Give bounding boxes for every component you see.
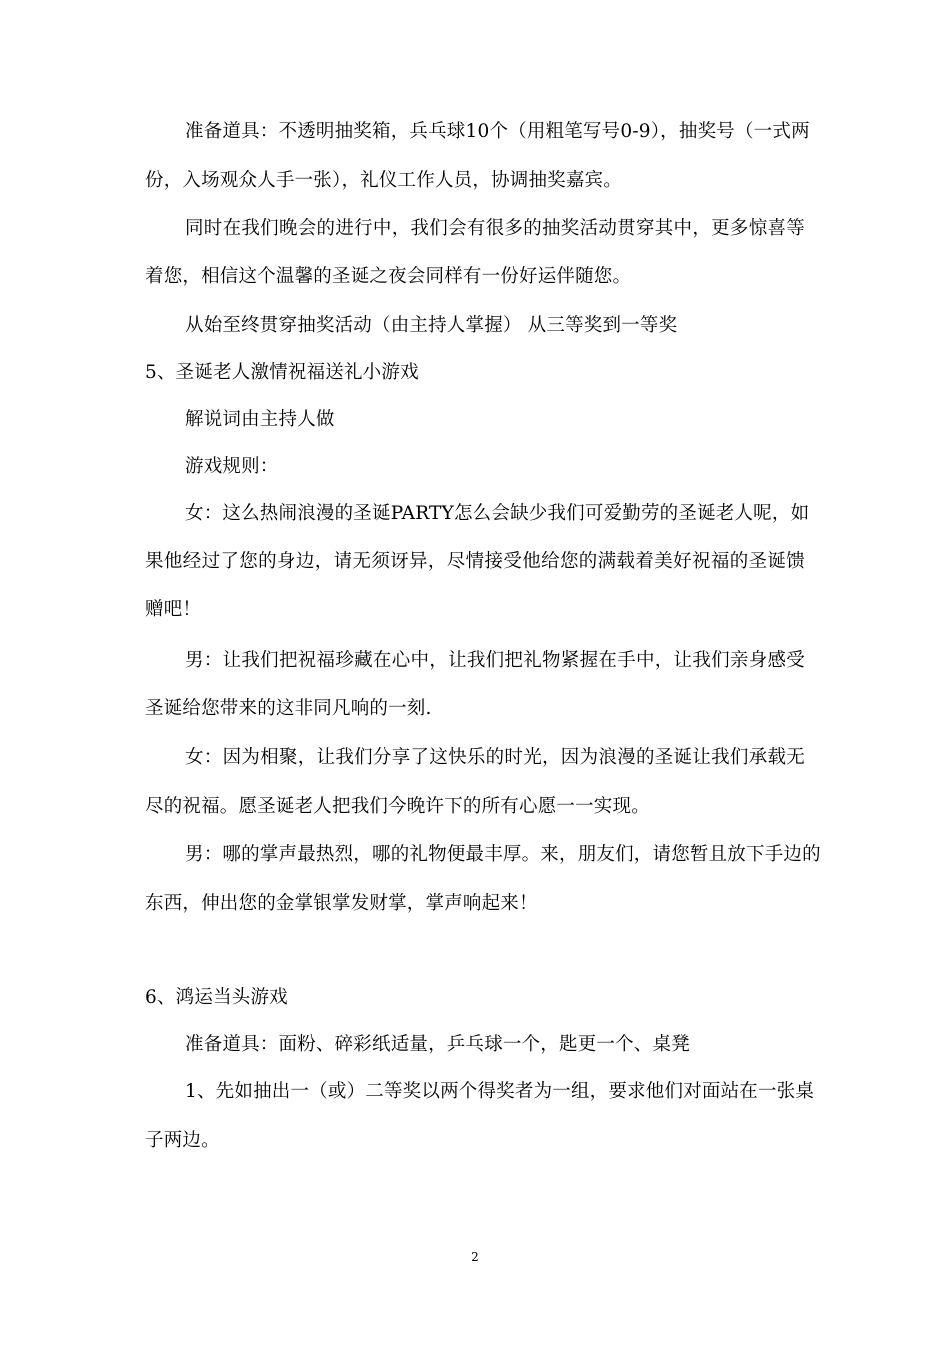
section-6-step-1-line-2: 子两边。: [145, 1130, 220, 1151]
female-host-second-line-1: 女：因为相聚，让我们分享了这快乐的时光，因为浪漫的圣诞让我们承载无: [185, 747, 805, 768]
lottery-paragraph-line-1: 同时在我们晚会的进行中，我们会有很多的抽奖活动贯穿其中，更多惊喜等: [185, 218, 805, 239]
game-rules-label: 游戏规则：: [185, 456, 279, 477]
lottery-paragraph-line-2: 着您，相信这个温馨的圣诞之夜会同样有一份好运伴随您。: [145, 266, 632, 287]
props-line-1: 准备道具：不透明抽奖箱，兵乓球10个（用粗笔写号0-9），抽奖号（一式两: [185, 121, 810, 142]
host-commentary-note: 解说词由主持人做: [185, 409, 335, 430]
page-number: 2: [471, 1250, 479, 1264]
male-host-second-line-1: 男：哪的掌声最热烈，哪的礼物便最丰厚。来，朋友们，请您暂且放下手边的: [185, 844, 821, 865]
female-host-line-1: 女：这么热闹浪漫的圣诞PARTY怎么会缺少我们可爱勤劳的圣诞老人呢，如: [185, 503, 810, 524]
male-host-line-2: 圣诞给您带来的这非同凡响的一刻.: [145, 698, 432, 719]
male-host-line-1: 男：让我们把祝福珍藏在心中，让我们把礼物紧握在手中，让我们亲身感受: [185, 650, 805, 671]
props-line-2: 份，入场观众人手一张），礼仪工作人员，协调抽奖嘉宾。: [145, 170, 622, 191]
section-6-step-1-line-1: 1、先如抽出一（或）二等奖以两个得奖者为一组，要求他们对面站在一张桌: [185, 1081, 815, 1102]
female-host-line-3: 赠吧！: [145, 599, 202, 620]
female-host-line-2: 果他经过了您的身边，请无须讶异，尽情接受他给您的满载着美好祝福的圣诞馈: [145, 551, 805, 572]
male-host-second-line-2: 东西，伸出您的金掌银掌发财掌，掌声响起来！: [145, 893, 538, 914]
lottery-note: 从始至终贯穿抽奖活动（由主持人掌握） 从三等奖到一等奖: [185, 315, 678, 336]
section-6-props: 准备道具：面粉、碎彩纸适量，乒乓球一个，匙更一个、桌凳: [185, 1034, 690, 1055]
female-host-second-line-2: 尽的祝福。愿圣诞老人把我们今晚许下的所有心愿一一实现。: [145, 796, 650, 817]
section-5-heading: 5、圣诞老人激情祝福送礼小游戏: [145, 362, 419, 383]
section-6-heading: 6、鸿运当头游戏: [145, 987, 288, 1008]
